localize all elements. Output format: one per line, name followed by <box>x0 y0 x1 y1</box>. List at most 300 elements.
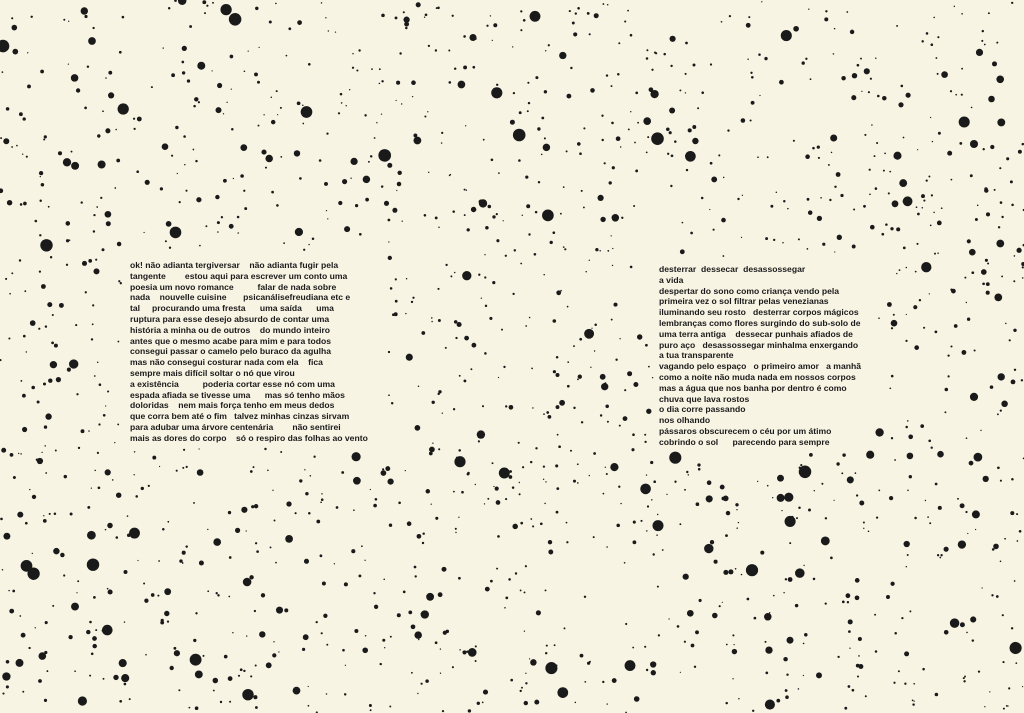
ink-dot <box>88 430 90 432</box>
ink-dot <box>783 200 785 202</box>
ink-dot <box>76 88 80 92</box>
ink-dot <box>1011 478 1014 481</box>
ink-dot <box>45 325 47 327</box>
ink-dot <box>746 23 751 28</box>
ink-dot <box>858 637 862 641</box>
ink-dot <box>575 702 577 704</box>
ink-dot <box>352 452 361 461</box>
ink-dot <box>567 306 569 308</box>
ink-dot <box>896 227 900 231</box>
ink-dot <box>415 575 417 577</box>
ink-dot <box>963 680 965 682</box>
ink-dot <box>141 487 144 490</box>
ink-dot <box>440 673 441 674</box>
ink-dot <box>798 238 800 240</box>
ink-dot <box>2 672 10 680</box>
ink-dot <box>805 154 810 159</box>
ink-dot <box>652 520 663 531</box>
ink-dot <box>12 25 18 31</box>
ink-dot <box>308 244 309 245</box>
poem-line: mais as dores do corpo só o respiro das folhas ao vento <box>130 432 368 443</box>
ink-dot <box>518 442 520 444</box>
ink-dot <box>442 567 447 572</box>
ink-dot <box>98 160 106 168</box>
ink-dot <box>711 176 717 182</box>
ink-dot <box>18 453 19 454</box>
ink-dot <box>609 181 612 184</box>
ink-dot <box>512 46 513 47</box>
ink-dot <box>441 142 443 144</box>
ink-dot <box>237 232 239 234</box>
ink-dot <box>512 293 514 295</box>
ink-dot <box>543 465 545 467</box>
ink-dot <box>572 22 575 25</box>
ink-dot <box>412 96 413 97</box>
ink-dot <box>921 262 931 272</box>
ink-dot <box>44 651 47 654</box>
ink-dot <box>825 602 827 604</box>
ink-dot <box>926 179 928 181</box>
ink-dot <box>395 300 398 303</box>
ink-dot <box>893 314 895 316</box>
ink-dot <box>726 644 728 646</box>
ink-dot <box>893 682 895 684</box>
ink-dot <box>610 463 618 471</box>
ink-dot <box>396 81 400 85</box>
ink-dot <box>894 632 897 635</box>
ink-dot <box>937 252 939 254</box>
ink-dot <box>978 670 980 672</box>
ink-dot <box>651 69 653 71</box>
ink-dot <box>10 453 14 457</box>
ink-dot <box>701 91 704 94</box>
ink-dot <box>546 645 548 647</box>
ink-dot <box>670 185 672 187</box>
ink-dot <box>685 73 687 75</box>
ink-dot <box>6 107 10 111</box>
ink-dot <box>822 243 825 246</box>
ink-dot <box>59 303 64 308</box>
ink-dot <box>680 672 681 673</box>
ink-dot <box>981 40 983 42</box>
ink-dot <box>556 373 560 377</box>
ink-dot <box>637 334 642 339</box>
ink-dot <box>653 553 655 555</box>
ink-dot <box>263 114 264 115</box>
ink-dot <box>448 81 451 84</box>
ink-dot <box>438 319 441 322</box>
ink-dot <box>179 559 182 562</box>
ink-dot <box>612 166 615 169</box>
poem-line: antes que o mesmo acabe para mim e para todos <box>130 335 332 346</box>
ink-dot <box>1011 627 1013 629</box>
ink-dot <box>604 382 606 384</box>
ink-dot <box>940 554 942 556</box>
ink-dot <box>966 302 967 303</box>
poem-line: vagando pelo espaço o primeiro amor a manhã <box>659 361 862 372</box>
ink-dot <box>41 452 42 453</box>
ink-dot <box>878 490 880 492</box>
ink-dot <box>760 551 764 555</box>
ink-dot <box>503 366 505 368</box>
ink-dot <box>254 610 256 612</box>
ink-dot <box>834 28 836 30</box>
ink-dot <box>38 679 42 683</box>
ink-dot <box>919 299 921 301</box>
ink-dot <box>16 145 18 147</box>
poem-line: primeira vez o sol filtrar pelas venezianas <box>659 296 829 307</box>
ink-dot <box>901 617 903 619</box>
ink-dot <box>66 264 68 266</box>
ink-dot <box>64 475 67 478</box>
ink-dot <box>627 371 632 376</box>
ink-dot <box>966 437 968 439</box>
ink-dot <box>408 611 412 615</box>
ink-dot <box>303 113 307 117</box>
ink-dot <box>159 466 160 467</box>
ink-dot <box>177 173 178 174</box>
ink-dot <box>738 522 739 523</box>
ink-dot <box>509 405 514 410</box>
poem-line: que corra bem até o fim talvez minhas cinzas sirvam <box>130 411 350 422</box>
ink-dot <box>697 463 700 466</box>
ink-dot <box>164 611 169 616</box>
ink-dot <box>37 401 40 404</box>
ink-dot <box>870 78 872 80</box>
ink-dot <box>545 50 546 51</box>
ink-dot <box>508 578 511 581</box>
ink-dot <box>256 550 259 553</box>
ink-dot <box>442 710 444 712</box>
ink-dot <box>381 470 387 476</box>
ink-dot <box>240 174 244 178</box>
ink-dot <box>1008 687 1010 689</box>
ink-dot <box>411 80 416 85</box>
ink-dot <box>82 261 87 266</box>
ink-dot <box>160 187 163 190</box>
ink-dot <box>426 489 431 494</box>
ink-dot <box>613 303 617 307</box>
ink-dot <box>984 44 986 46</box>
ink-dot <box>424 16 425 17</box>
ink-dot <box>688 474 689 475</box>
ink-dot <box>808 9 809 10</box>
poem-line: para adubar uma árvore centenária não sentirei <box>130 421 341 432</box>
ink-dot <box>570 450 572 452</box>
ink-dot <box>352 53 353 54</box>
ink-dot <box>634 142 636 144</box>
ink-dot <box>358 49 360 51</box>
ink-dot <box>235 528 240 533</box>
ink-dot <box>783 592 784 593</box>
ink-dot <box>698 468 701 471</box>
ink-dot <box>55 450 57 452</box>
ink-dot <box>981 269 987 275</box>
ink-dot <box>738 698 739 699</box>
ink-dot <box>26 156 28 158</box>
ink-dot <box>928 439 931 442</box>
ink-dot <box>88 259 92 263</box>
ink-dot <box>964 277 966 279</box>
ink-dot <box>603 493 605 495</box>
ink-dot <box>829 199 831 201</box>
ink-dot <box>204 12 206 14</box>
ink-dot <box>435 517 438 520</box>
ink-dot <box>489 317 492 320</box>
ink-dot <box>302 648 305 651</box>
ink-dot <box>747 598 750 601</box>
ink-dot <box>68 63 69 64</box>
ink-dot <box>107 523 113 529</box>
ink-dot <box>127 515 129 517</box>
ink-dot <box>22 154 23 155</box>
ink-dot <box>7 200 12 205</box>
ink-dot <box>543 479 544 480</box>
ink-dot <box>304 559 309 564</box>
ink-dot <box>316 621 318 623</box>
ink-dot <box>648 366 650 368</box>
ink-dot <box>758 53 761 56</box>
ink-dot <box>967 239 971 243</box>
ink-dot <box>232 632 233 633</box>
ink-dot <box>374 605 378 609</box>
ink-dot <box>777 475 784 482</box>
ink-dot <box>11 272 13 274</box>
ink-dot <box>847 476 854 483</box>
ink-dot <box>254 72 258 76</box>
ink-dot <box>529 658 530 659</box>
ink-dot <box>697 107 699 109</box>
ink-dot <box>217 83 222 88</box>
ink-dot <box>465 125 466 126</box>
ink-dot <box>830 134 837 141</box>
ink-dot <box>612 214 620 222</box>
ink-dot <box>358 574 361 577</box>
ink-dot <box>620 146 621 147</box>
ink-dot <box>947 151 952 156</box>
ink-dot <box>258 125 260 127</box>
ink-dot <box>750 72 752 74</box>
ink-dot <box>584 681 586 683</box>
ink-dot <box>238 675 240 677</box>
ink-dot <box>864 134 866 136</box>
ink-dot <box>453 408 455 410</box>
ink-dot <box>621 217 623 219</box>
ink-dot <box>136 170 139 173</box>
ink-dot <box>601 383 608 390</box>
ink-dot <box>544 503 546 505</box>
ink-dot <box>550 241 553 244</box>
ink-dot <box>954 324 958 328</box>
ink-dot <box>60 553 64 557</box>
ink-dot <box>935 483 938 486</box>
ink-dot <box>199 245 201 247</box>
ink-dot <box>2 71 4 73</box>
ink-dot <box>803 565 804 566</box>
ink-dot <box>830 557 833 560</box>
ink-dot <box>229 701 231 703</box>
ink-dot <box>793 26 799 32</box>
ink-dot <box>1006 157 1009 160</box>
poem-line: uma terra antiga dessecar punhais afiados de <box>659 328 853 339</box>
ink-dot <box>250 675 252 677</box>
ink-dot <box>151 86 153 88</box>
ink-dot <box>594 13 599 18</box>
ink-dot <box>509 470 512 473</box>
ink-dot <box>566 150 568 152</box>
ink-dot <box>630 34 633 37</box>
ink-dot <box>883 170 885 172</box>
ink-dot <box>124 683 127 686</box>
ink-dot <box>320 501 322 503</box>
ink-dot <box>261 593 265 597</box>
ink-dot <box>1021 379 1023 381</box>
ink-dot <box>365 198 369 202</box>
ink-dot <box>452 666 454 668</box>
ink-dot <box>981 587 982 588</box>
poem-line: ruptura para esse desejo absurdo de contar uma <box>130 313 330 324</box>
ink-dot <box>381 14 385 18</box>
ink-dot <box>81 7 88 14</box>
ink-dot <box>405 470 406 471</box>
ink-dot <box>695 630 699 634</box>
ink-dot <box>869 193 871 195</box>
ink-dot <box>303 634 309 640</box>
ink-dot <box>859 501 864 506</box>
ink-dot <box>817 216 822 221</box>
ink-dot <box>889 387 891 389</box>
ink-dot <box>752 710 754 712</box>
ink-dot <box>488 205 492 209</box>
ink-dot <box>728 569 733 574</box>
ink-dot <box>951 179 953 181</box>
ink-dot <box>224 655 228 659</box>
ink-dot <box>467 228 470 231</box>
ink-dot <box>669 452 681 464</box>
ink-dot <box>443 631 447 635</box>
ink-dot <box>903 200 907 204</box>
ink-dot <box>455 532 456 533</box>
ink-dot <box>98 486 101 489</box>
ink-dot <box>933 212 935 214</box>
ink-dot <box>535 447 537 449</box>
ink-dot <box>414 566 417 569</box>
ink-dot <box>484 254 485 255</box>
ink-dot <box>722 255 724 257</box>
ink-dot <box>987 262 989 264</box>
ink-dot <box>303 249 305 251</box>
ink-dot <box>630 111 631 112</box>
ink-dot <box>20 453 22 455</box>
ink-dot <box>68 21 69 22</box>
ink-dot <box>323 614 327 618</box>
ink-dot <box>721 218 726 223</box>
ink-dot <box>512 524 518 530</box>
ink-dot <box>95 259 97 261</box>
ink-dot <box>914 345 919 350</box>
ink-dot <box>994 189 996 191</box>
ink-dot <box>972 639 974 641</box>
ink-dot <box>401 103 402 104</box>
ink-dot <box>804 633 808 637</box>
ink-dot <box>452 15 454 17</box>
poem-line: mas não consegui costurar nada com ela fica <box>130 357 323 368</box>
ink-dot <box>54 344 58 348</box>
ink-dot <box>120 282 122 284</box>
ink-dot <box>464 214 466 216</box>
ink-dot <box>974 349 976 351</box>
ink-dot <box>49 513 51 515</box>
ink-dot <box>381 113 382 114</box>
ink-dot <box>133 118 135 120</box>
ink-dot <box>934 253 936 255</box>
ink-dot <box>836 462 839 465</box>
poem-line: a vida <box>659 274 684 285</box>
ink-dot <box>935 331 938 334</box>
ink-dot <box>985 259 988 262</box>
ink-dot <box>658 634 660 636</box>
ink-dot <box>69 359 78 368</box>
ink-dot <box>737 198 739 200</box>
ink-dot <box>556 511 559 514</box>
poem-line: a tua transparente <box>659 350 734 361</box>
ink-dot <box>1009 339 1011 341</box>
ink-dot <box>482 702 484 704</box>
ink-dot <box>23 335 26 338</box>
ink-dot <box>117 341 119 343</box>
ink-dot <box>569 10 571 12</box>
ink-dot <box>349 89 350 90</box>
ink-dot <box>425 679 429 683</box>
ink-dot <box>975 218 978 221</box>
ink-dot <box>809 453 813 457</box>
ink-dot <box>231 128 234 131</box>
ink-dot <box>669 131 672 134</box>
ink-dot <box>178 0 186 5</box>
ink-dot <box>1002 614 1004 616</box>
ink-dot <box>548 415 552 419</box>
ink-dot <box>418 639 419 640</box>
ink-dot <box>452 210 455 213</box>
ink-dot <box>243 670 245 672</box>
ink-dot <box>967 318 970 321</box>
ink-dot <box>97 361 99 363</box>
ink-dot <box>587 662 590 665</box>
ink-dot <box>796 517 798 519</box>
ink-dot <box>342 179 347 184</box>
ink-dot <box>462 650 466 654</box>
ink-dot <box>909 475 912 478</box>
ink-dot <box>454 272 456 274</box>
ink-dot <box>822 541 824 543</box>
ink-dot <box>411 624 416 629</box>
ink-dot <box>536 610 541 615</box>
ink-dot <box>761 1 762 2</box>
ink-dot <box>1000 560 1002 562</box>
ink-dot <box>795 604 798 607</box>
ink-dot <box>921 40 923 42</box>
ink-dot <box>998 226 1000 228</box>
ink-dot <box>352 67 354 69</box>
ink-dot <box>301 106 313 118</box>
ink-dot <box>857 675 859 677</box>
ink-dot <box>212 2 214 4</box>
ink-dot <box>1016 248 1021 253</box>
ink-dot <box>226 12 229 15</box>
ink-dot <box>468 648 477 657</box>
ink-dot <box>302 123 304 125</box>
ink-dot <box>353 477 361 485</box>
